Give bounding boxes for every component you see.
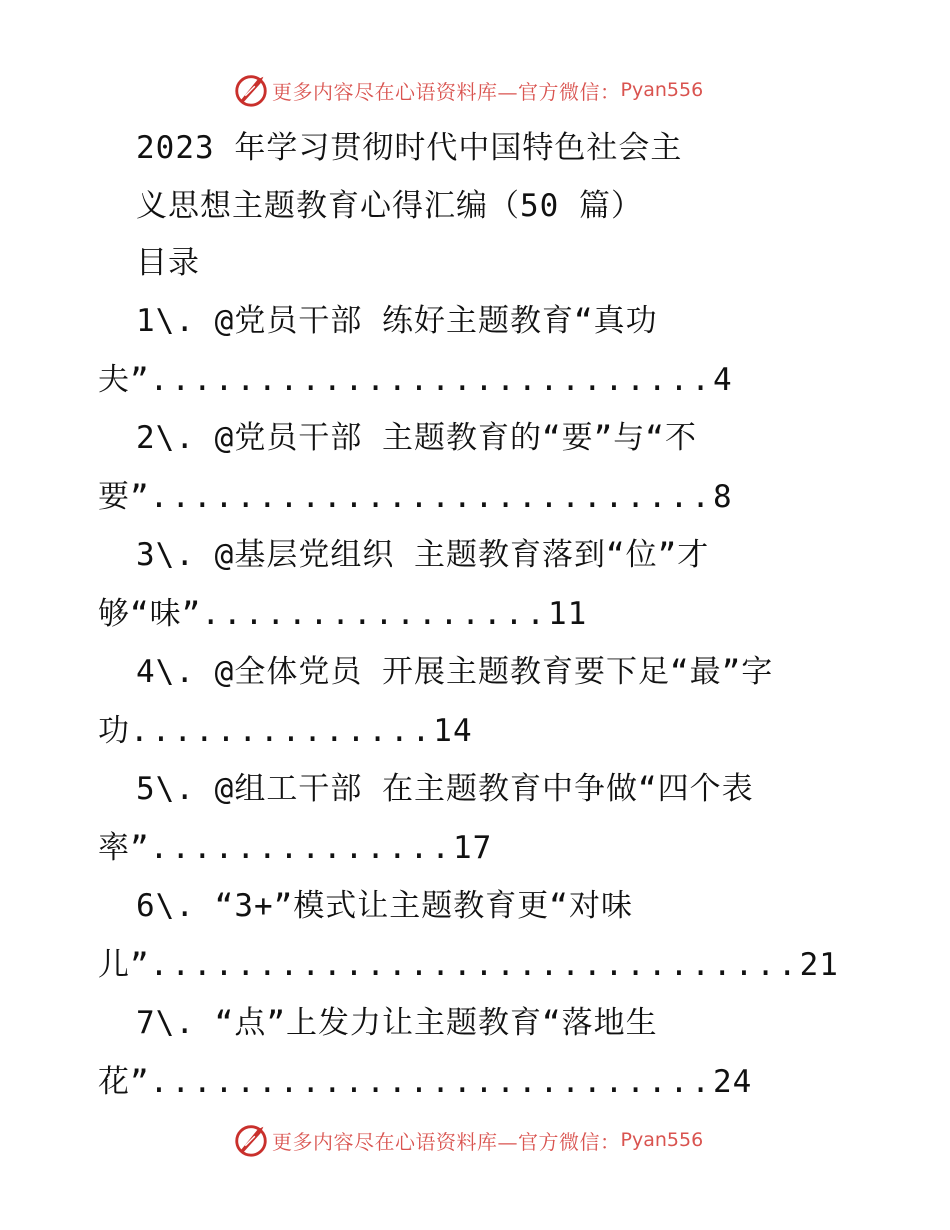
toc-leader-dots: .............. bbox=[130, 713, 434, 749]
toc-entry-1-tail[interactable] bbox=[98, 360, 733, 400]
toc-page-number: 21 bbox=[799, 947, 839, 983]
toc-leader-dots: .......................... bbox=[149, 1064, 713, 1100]
toc-entry-5-title[interactable]: 5\. @组工干部 在主题教育中争做“四个表 bbox=[136, 771, 754, 807]
toc-page-number: 14 bbox=[433, 713, 473, 749]
toc-entry-6-title[interactable]: 6\. “3+”模式让主题教育更“对味 bbox=[136, 888, 633, 924]
toc-entry-1-title[interactable]: 1\. @党员干部 练好主题教育“真功 bbox=[136, 303, 658, 339]
toc-entry-4-title[interactable]: 4\. @全体党员 开展主题教育要下足“最”字 bbox=[136, 654, 774, 690]
toc-leader-dots: ................ bbox=[201, 596, 548, 632]
toc-entry-text: 儿” bbox=[98, 947, 150, 983]
quill-logo-icon bbox=[232, 1121, 270, 1159]
toc-page-number: 24 bbox=[712, 1064, 753, 1100]
watermark-header bbox=[232, 70, 703, 110]
toc-entry-5-tail[interactable] bbox=[98, 828, 492, 868]
watermark-handle: Pyan556 bbox=[620, 79, 704, 101]
watermark-text: 更多内容尽在心语资料库—官方微信： bbox=[272, 79, 621, 104]
toc-page-number: 11 bbox=[547, 596, 588, 632]
watermark-handle: Pyan556 bbox=[620, 1129, 704, 1151]
toc-page-number: 8 bbox=[712, 479, 733, 515]
toc-entry-7-title[interactable]: 7\. “点”上发力让主题教育“落地生 bbox=[136, 1005, 658, 1041]
toc-entry-3-tail[interactable] bbox=[98, 594, 587, 634]
toc-entry-text: 要” bbox=[98, 479, 150, 515]
toc-entry-text: 功 bbox=[98, 713, 130, 749]
toc-entry-7-tail[interactable] bbox=[98, 1062, 752, 1102]
toc-entry-text: 夫” bbox=[98, 362, 150, 398]
document-title-line-2: 义思想主题教育心得汇编（50 篇） bbox=[136, 188, 643, 224]
toc-page-number: 17 bbox=[452, 830, 493, 866]
toc-entry-2-tail[interactable] bbox=[98, 477, 733, 517]
toc-leader-dots: .............................. bbox=[149, 947, 800, 983]
toc-entry-4-tail[interactable] bbox=[98, 711, 473, 751]
toc-page-number: 4 bbox=[712, 362, 733, 398]
watermark-footer bbox=[232, 1120, 703, 1160]
toc-leader-dots: .............. bbox=[149, 830, 453, 866]
toc-entry-6-tail[interactable] bbox=[98, 945, 839, 985]
toc-leader-dots: .......................... bbox=[149, 479, 713, 515]
toc-entry-text: 花” bbox=[98, 1064, 150, 1100]
toc-heading: 目录 bbox=[136, 245, 200, 281]
watermark-text: 更多内容尽在心语资料库—官方微信： bbox=[272, 1129, 621, 1154]
toc-leader-dots: .......................... bbox=[149, 362, 713, 398]
toc-entry-text: 率” bbox=[98, 830, 150, 866]
quill-logo-icon bbox=[232, 71, 270, 109]
toc-entry-2-title[interactable]: 2\. @党员干部 主题教育的“要”与“不 bbox=[136, 420, 697, 456]
toc-entry-text: 够“味” bbox=[98, 596, 202, 632]
document-title-line-1: 2023 年学习贯彻时代中国特色社会主 bbox=[136, 130, 683, 166]
toc-entry-3-title[interactable]: 3\. @基层党组织 主题教育落到“位”才 bbox=[136, 537, 710, 573]
